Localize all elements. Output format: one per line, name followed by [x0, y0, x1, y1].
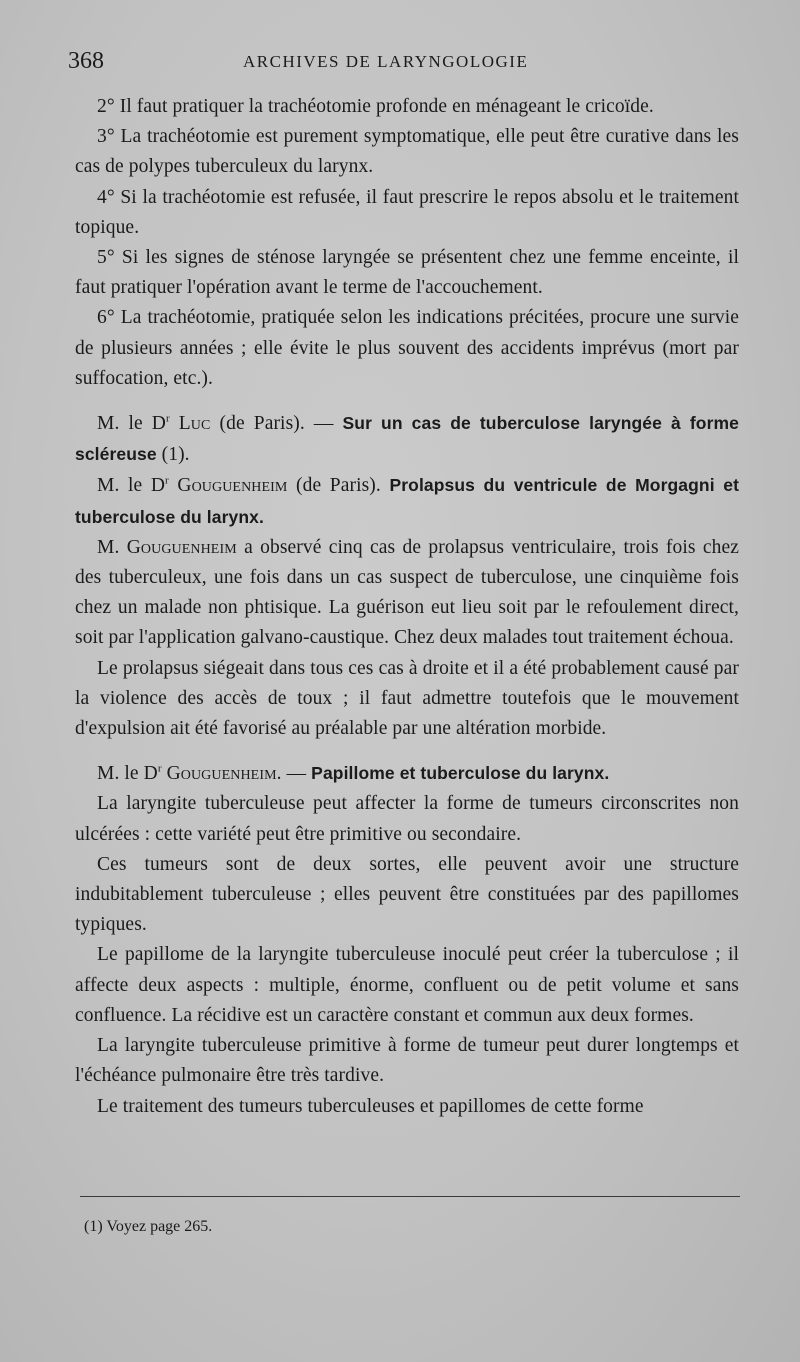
footnote: (1) Voyez page 265.: [84, 1218, 213, 1235]
gouguenheim-papillome-heading: M. le $D^r$ Gouguenheim. — Papillome et tuberculose du larynx.: [97, 762, 610, 785]
author-name: Gouguenheim: [177, 475, 288, 497]
gouguenheim-prolapsus-heading: M. le $D^r$ Gouguenheim (de Paris). Prolapsus du ventricule de Morgagni et tuberculose du larynx.: [75, 474, 739, 527]
luc-communication-heading: M. le $D^r$ Luc (de Paris). — Sur un cas de tuberculose laryngée à forme scléreuse (1).: [75, 412, 739, 466]
point-4: 4° Si la trachéotomie est refusée, il faut prescrire le repos absolu et le traitement topique.: [75, 186, 739, 238]
point-2: 2° Il faut pratiquer la trachéotomie profonde en ménageant le cricoïde.: [97, 96, 654, 117]
page-header: [68, 48, 738, 78]
footnote-ref: (1).: [156, 444, 190, 466]
papillome-paragraph-4: La laryngite tuberculeuse primitive à forme de tumeur peut durer longtemps et l'échéance pulmonaire être très tardive.: [75, 1035, 739, 1087]
prolapsus-paragraph: Le prolapsus siégeait dans tous ces cas à droite et il a été probablement causé par la violence des accès de toux ; il faut admettre toutefois que le mouvement d'expulsion ait été favorisé au préalable par une altération morbide.: [75, 657, 739, 740]
papillome-paragraph-5: Le traitement des tumeurs tuberculeuses et papillomes de cette forme: [97, 1095, 644, 1117]
communication-title: Sur un cas de tuberculose laryngée à forme scléreuse: [75, 413, 739, 465]
page-number: 368: [68, 48, 104, 74]
footnote-rule: [80, 1196, 740, 1197]
papillome-paragraph-2: Ces tumeurs sont de deux sortes, elle peuvent avoir une structure indubitablement tuberculeuse ; elles peuvent être constituées par des papillomes typiques.: [75, 853, 739, 936]
point-6: 6° La trachéotomie, pratiquée selon les indications précitées, procure une survie de plusieurs années ; elle évite le plus souvent des accidents imprévus (mort par suffocation, etc.).: [75, 307, 739, 389]
gouguenheim-observation: M. Gouguenheim a observé cinq cas de prolapsus ventriculaire, trois fois chez des tuberculeux, une fois dans un cas suspect de tuberculose, une cinquième fois chez un malade non phtisique. La guérison eut lieu soit par le refoulement direct, soit par l'application galvano-caustique. Chez deux malades tout traitement échoua.: [75, 536, 739, 649]
body-text: [75, 92, 739, 1122]
author-name: Luc: [178, 413, 211, 435]
running-head: ARCHIVES DE LARYNGOLOGIE: [243, 52, 529, 71]
communication-title: Prolapsus du ventricule de Morgagni et tuberculose du larynx.: [75, 475, 739, 527]
point-5: 5° Si les signes de sténose laryngée se présentent chez une femme enceinte, il faut pratiquer l'opération avant le terme de l'accouchement.: [75, 247, 739, 299]
author-name: Gouguenheim: [166, 763, 277, 785]
papillome-paragraph-3: Le papillome de la laryngite tuberculeuse inoculé peut créer la tuberculose ; il affecte deux aspects : multiple, énorme, confluent ou de petit volume et sans confluence. La récidive est un caractère constant et commun aux deux formes.: [75, 944, 739, 1026]
papillome-paragraph-1: La laryngite tuberculeuse peut affecter la forme de tumeurs circonscrites non ulcérées : cette variété peut être primitive ou secondaire.: [75, 793, 739, 845]
communication-title: Papillome et tuberculose du larynx.: [311, 763, 610, 784]
author-name: M. Gouguenheim: [97, 536, 237, 558]
point-3: 3° La trachéotomie est purement symptomatique, elle peut être curative dans les cas de polypes tuberculeux du larynx.: [75, 126, 739, 178]
